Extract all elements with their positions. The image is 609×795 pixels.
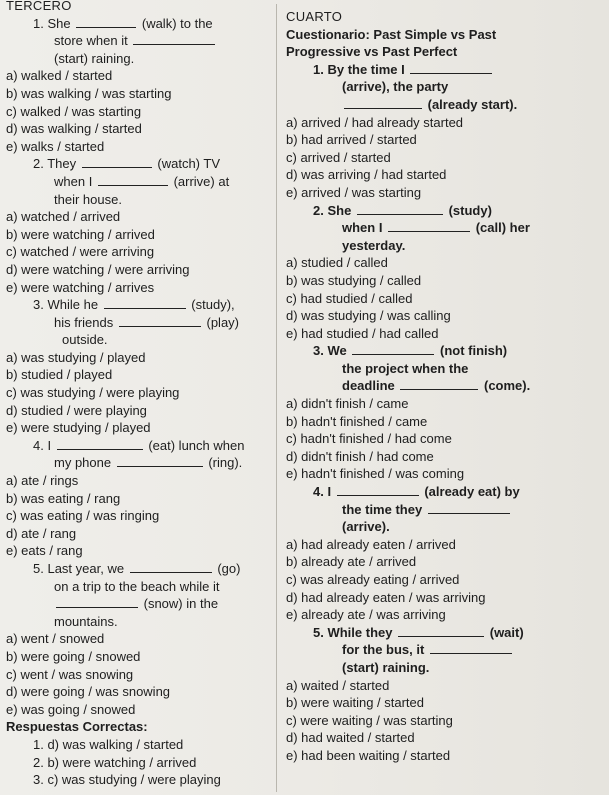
option-item[interactable]: e) eats / rang [6,543,83,559]
option-item[interactable]: e) were studying / played [6,420,151,436]
answer-blank[interactable] [133,32,215,45]
right-q2-line3: yesterday. [342,237,406,253]
answer-blank[interactable] [82,155,152,168]
option-item[interactable]: b) were going / snowed [6,648,141,664]
option-item[interactable]: b) was studying / called [286,272,422,288]
option-item[interactable]: a) had already eaten / arrived [286,536,456,552]
answer-blank[interactable] [428,501,510,514]
right-header: CUARTO [286,9,343,24]
option-item[interactable]: a) studied / called [286,255,388,271]
answer-blank[interactable] [410,61,492,74]
option-item[interactable]: e) had been waiting / started [286,747,451,763]
option-item[interactable]: d) was studying / was calling [286,308,451,324]
answer-blank[interactable] [344,96,422,109]
right-q5-line1: 5. While they (wait) [313,624,524,640]
option-item[interactable]: b) hadn't finished / came [286,413,428,429]
right-q1-line3: (already start). [286,96,604,114]
option-item[interactable]: b) was walking / was starting [6,85,172,101]
option-item[interactable]: d) had already eaten / was arriving [286,589,486,605]
answer-blank[interactable] [357,202,443,215]
option-item[interactable]: c) was already eating / arrived [286,572,460,587]
left-header: TERCERO [6,0,72,13]
option-item[interactable]: a) walked / started [6,68,113,84]
option-item[interactable]: b) had arrived / started [286,132,417,148]
answer-blank[interactable] [388,219,470,232]
column-divider [276,4,277,792]
answer-blank[interactable] [57,437,143,450]
right-q1-line2: (arrive), the party [342,79,449,95]
option-item[interactable]: a) watched / arrived [6,209,121,225]
option-item[interactable]: e) had studied / had called [286,325,439,341]
answer-item: 3. c) was studying / were playing [33,772,221,788]
right-q3-line1: 3. We (not finish) [313,343,508,359]
left-q1-line2: store when it [6,32,276,50]
left-q4-line1: 4. I (eat) lunch when [33,437,245,453]
answer-blank[interactable] [400,377,478,390]
option-item[interactable]: e) arrived / was starting [286,184,422,200]
option-item[interactable]: a) didn't finish / came [286,396,409,412]
answer-blank[interactable] [130,560,212,573]
option-item[interactable]: d) were watching / were arriving [6,261,190,277]
left-q5-line2: on a trip to the beach while it [54,578,220,594]
option-item[interactable]: c) was eating / was ringing [6,508,160,524]
option-item[interactable]: a) ate / rings [6,473,79,489]
right-q2-line2: when I (call) her [342,220,530,236]
answer-blank[interactable] [337,483,419,496]
left-column [6,0,276,789]
answer-blank[interactable] [117,454,203,467]
right-q5-line3: (start) raining. [342,659,430,675]
option-item[interactable]: a) was studying / played [6,349,146,365]
answer-item: 2. b) were watching / arrived [33,754,197,770]
option-item[interactable]: d) ate / rang [6,525,77,541]
answer-item: 1. d) was walking / started [33,736,184,752]
option-item[interactable]: c) went / was snowing [6,666,134,682]
left-q3-line2: his friends (play) [54,314,240,330]
left-q3-line3: outside. [62,332,108,348]
option-item[interactable]: d) was arriving / had started [286,167,447,183]
option-item[interactable]: b) studied / played [6,367,113,383]
option-item[interactable]: c) hadn't finished / had come [286,431,452,447]
option-item[interactable]: c) was studying / were playing [6,385,180,401]
option-item[interactable]: a) arrived / had already started [286,114,464,130]
option-item[interactable]: a) went / snowed [6,631,105,647]
left-q5-line4: mountains. [54,613,118,629]
option-item[interactable]: d) had waited / started [286,730,415,746]
left-q5-line3: (snow) in the [6,595,276,613]
option-item[interactable]: b) were waiting / started [286,695,425,711]
left-q1-line3: (start) raining. [54,50,135,66]
left-q4-line2: my phone (ring). [54,455,243,471]
right-q4-line1: 4. I (already eat) by [313,484,520,500]
answer-blank[interactable] [430,641,512,654]
right-column [286,0,604,765]
right-q3-line3: deadline (come). [342,378,531,394]
answer-blank[interactable] [119,314,201,327]
answer-blank[interactable] [104,296,186,309]
left-q3-line1: 3. While he (study), [33,297,235,313]
option-item[interactable]: b) were watching / arrived [6,226,155,242]
left-q2-line3: their house. [54,191,122,207]
option-item[interactable]: b) already ate / arrived [286,554,417,570]
right-q5-line2: for the bus, it [286,641,604,659]
option-item[interactable]: c) were waiting / was starting [286,712,453,728]
option-item[interactable]: c) arrived / started [286,149,391,165]
left-q1-line1: 1. She (walk) to the [33,15,213,31]
option-item[interactable]: c) walked / was starting [6,103,142,119]
answers-title: Respuestas Correctas: [6,719,148,735]
answer-blank[interactable] [398,624,484,637]
right-q1-line1: 1. By the time I [286,61,604,79]
right-q2-line1: 2. She (study) [313,202,492,218]
option-item[interactable]: c) watched / were arriving [6,244,155,260]
option-item[interactable]: b) was eating / rang [6,490,121,506]
right-q4-line2: the time they [286,501,604,519]
option-item[interactable]: e) already ate / was arriving [286,607,446,623]
left-q5-line1: 5. Last year, we (go) [33,561,241,576]
quiz-title-line1: Cuestionario: Past Simple vs Past [286,26,497,42]
option-item[interactable]: c) had studied / called [286,290,413,306]
left-q2-line2: when I (arrive) at [54,173,230,189]
option-item[interactable]: e) were watching / arrives [6,279,155,295]
right-q4-line3: (arrive). [342,519,390,535]
answer-blank[interactable] [98,173,168,186]
option-item[interactable]: d) was walking / started [6,121,142,137]
option-item[interactable]: d) were going / was snowing [6,684,171,700]
answer-blank[interactable] [352,342,434,355]
option-item[interactable]: e) walks / started [6,138,105,154]
answer-blank[interactable] [56,595,138,608]
option-item[interactable]: d) didn't finish / had come [286,448,434,464]
option-item[interactable]: a) waited / started [286,677,390,693]
answer-blank[interactable] [76,15,136,28]
right-q3-line2: the project when the [342,360,469,376]
quiz-title-line2: Progressive vs Past Perfect [286,44,458,60]
left-q2-line1: 2. They (watch) TV [33,156,220,172]
option-item[interactable]: e) was going / snowed [6,701,136,717]
option-item[interactable]: d) studied / were playing [6,402,147,418]
option-item[interactable]: e) hadn't finished / was coming [286,466,465,482]
